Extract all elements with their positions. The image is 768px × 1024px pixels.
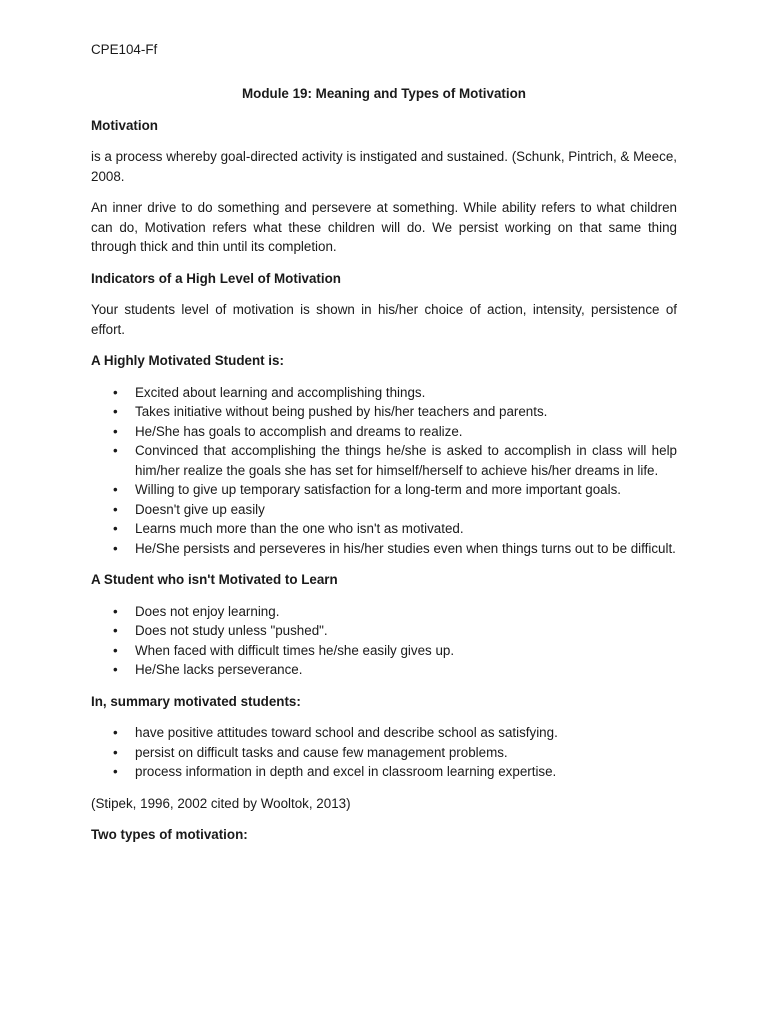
not-motivated-list (91, 602, 677, 680)
not-motivated-heading: A Student who isn't Motivated to Learn (91, 572, 338, 587)
list-item (91, 602, 677, 622)
bullet-icon: • (113, 501, 118, 517)
list-item-text: Convinced that accomplishing the things he/she is asked to accomplish in class will help him/her realize the goals she has set for himself/herself to achieve his/her dreams in life. (135, 443, 677, 478)
document-page (91, 40, 677, 857)
module-title: Module 19: Meaning and Types of Motivation (242, 86, 526, 101)
bullet-icon: • (113, 725, 118, 740)
bullet-icon: • (113, 443, 118, 458)
indicators-paragraph: Your students level of motivation is shown in his/her choice of action, intensity, persistence of effort. (91, 302, 677, 337)
bullet-icon: • (113, 521, 118, 536)
bullet-icon: • (113, 642, 118, 658)
course-code: CPE104-Ff (91, 42, 158, 57)
bullet-icon: • (113, 744, 118, 760)
list-item-text: Willing to give up temporary satisfaction for a long-term and more important goals. (135, 482, 621, 497)
list-item-text: When faced with difficult times he/she easily gives up. (135, 642, 455, 658)
bullet-icon: • (113, 623, 118, 638)
list-item-text: Does not study unless "pushed". (135, 623, 328, 638)
list-item (91, 402, 677, 422)
list-item (91, 762, 677, 782)
summary-list (91, 723, 677, 782)
list-item (91, 422, 677, 442)
list-item (91, 539, 677, 559)
list-item (91, 441, 677, 480)
types-heading: Two types of motivation: (91, 827, 248, 842)
bullet-icon: • (113, 404, 118, 419)
list-item-text: have positive attitudes toward school and describe school as satisfying. (135, 725, 558, 740)
citation: (Stipek, 1996, 2002 cited by Wooltok, 2013) (91, 795, 351, 811)
bullet-icon: • (113, 603, 118, 619)
list-item (91, 480, 677, 500)
inner-drive-paragraph: An inner drive to do something and persevere at something. While ability refers to what children can do, Motivation refers what these children will do. We persist working on that same thing through thick and thin until its completion. (91, 200, 677, 254)
list-item-text: persist on difficult tasks and cause few management problems. (135, 744, 508, 760)
bullet-icon: • (113, 662, 118, 677)
list-item-text: Learns much more than the one who isn't as motivated. (135, 521, 464, 536)
highly-motivated-list (91, 383, 677, 559)
list-item (91, 519, 677, 539)
list-item-text: process information in depth and excel in classroom learning expertise. (135, 764, 557, 779)
motivation-heading: Motivation (91, 117, 158, 133)
bullet-icon: • (113, 423, 118, 439)
list-item (91, 641, 677, 661)
list-item (91, 660, 677, 680)
list-item-text: Excited about learning and accomplishing things. (135, 384, 426, 400)
list-item-text: He/She has goals to accomplish and dreams to realize. (135, 423, 463, 439)
list-item-text: Takes initiative without being pushed by his/her teachers and parents. (135, 404, 548, 419)
list-item-text: Doesn't give up easily (135, 501, 265, 517)
definition-paragraph: is a process whereby goal-directed activity is instigated and sustained. (Schunk, Pintrich, & Meece, 2008. (91, 149, 677, 184)
summary-heading: In, summary motivated students: (91, 693, 301, 709)
list-item (91, 500, 677, 520)
list-item (91, 743, 677, 763)
list-item (91, 723, 677, 743)
list-item (91, 621, 677, 641)
bullet-icon: • (113, 384, 118, 400)
list-item-text: He/She persists and perseveres in his/her studies even when things turns out to be difficult. (135, 540, 676, 556)
highly-motivated-heading: A Highly Motivated Student is: (91, 353, 284, 368)
list-item-text: He/She lacks perseverance. (135, 662, 303, 677)
bullet-icon: • (113, 540, 118, 556)
bullet-icon: • (113, 764, 118, 779)
list-item-text: Does not enjoy learning. (135, 603, 280, 619)
list-item (91, 383, 677, 403)
bullet-icon: • (113, 482, 118, 497)
indicators-heading: Indicators of a High Level of Motivation (91, 270, 341, 286)
